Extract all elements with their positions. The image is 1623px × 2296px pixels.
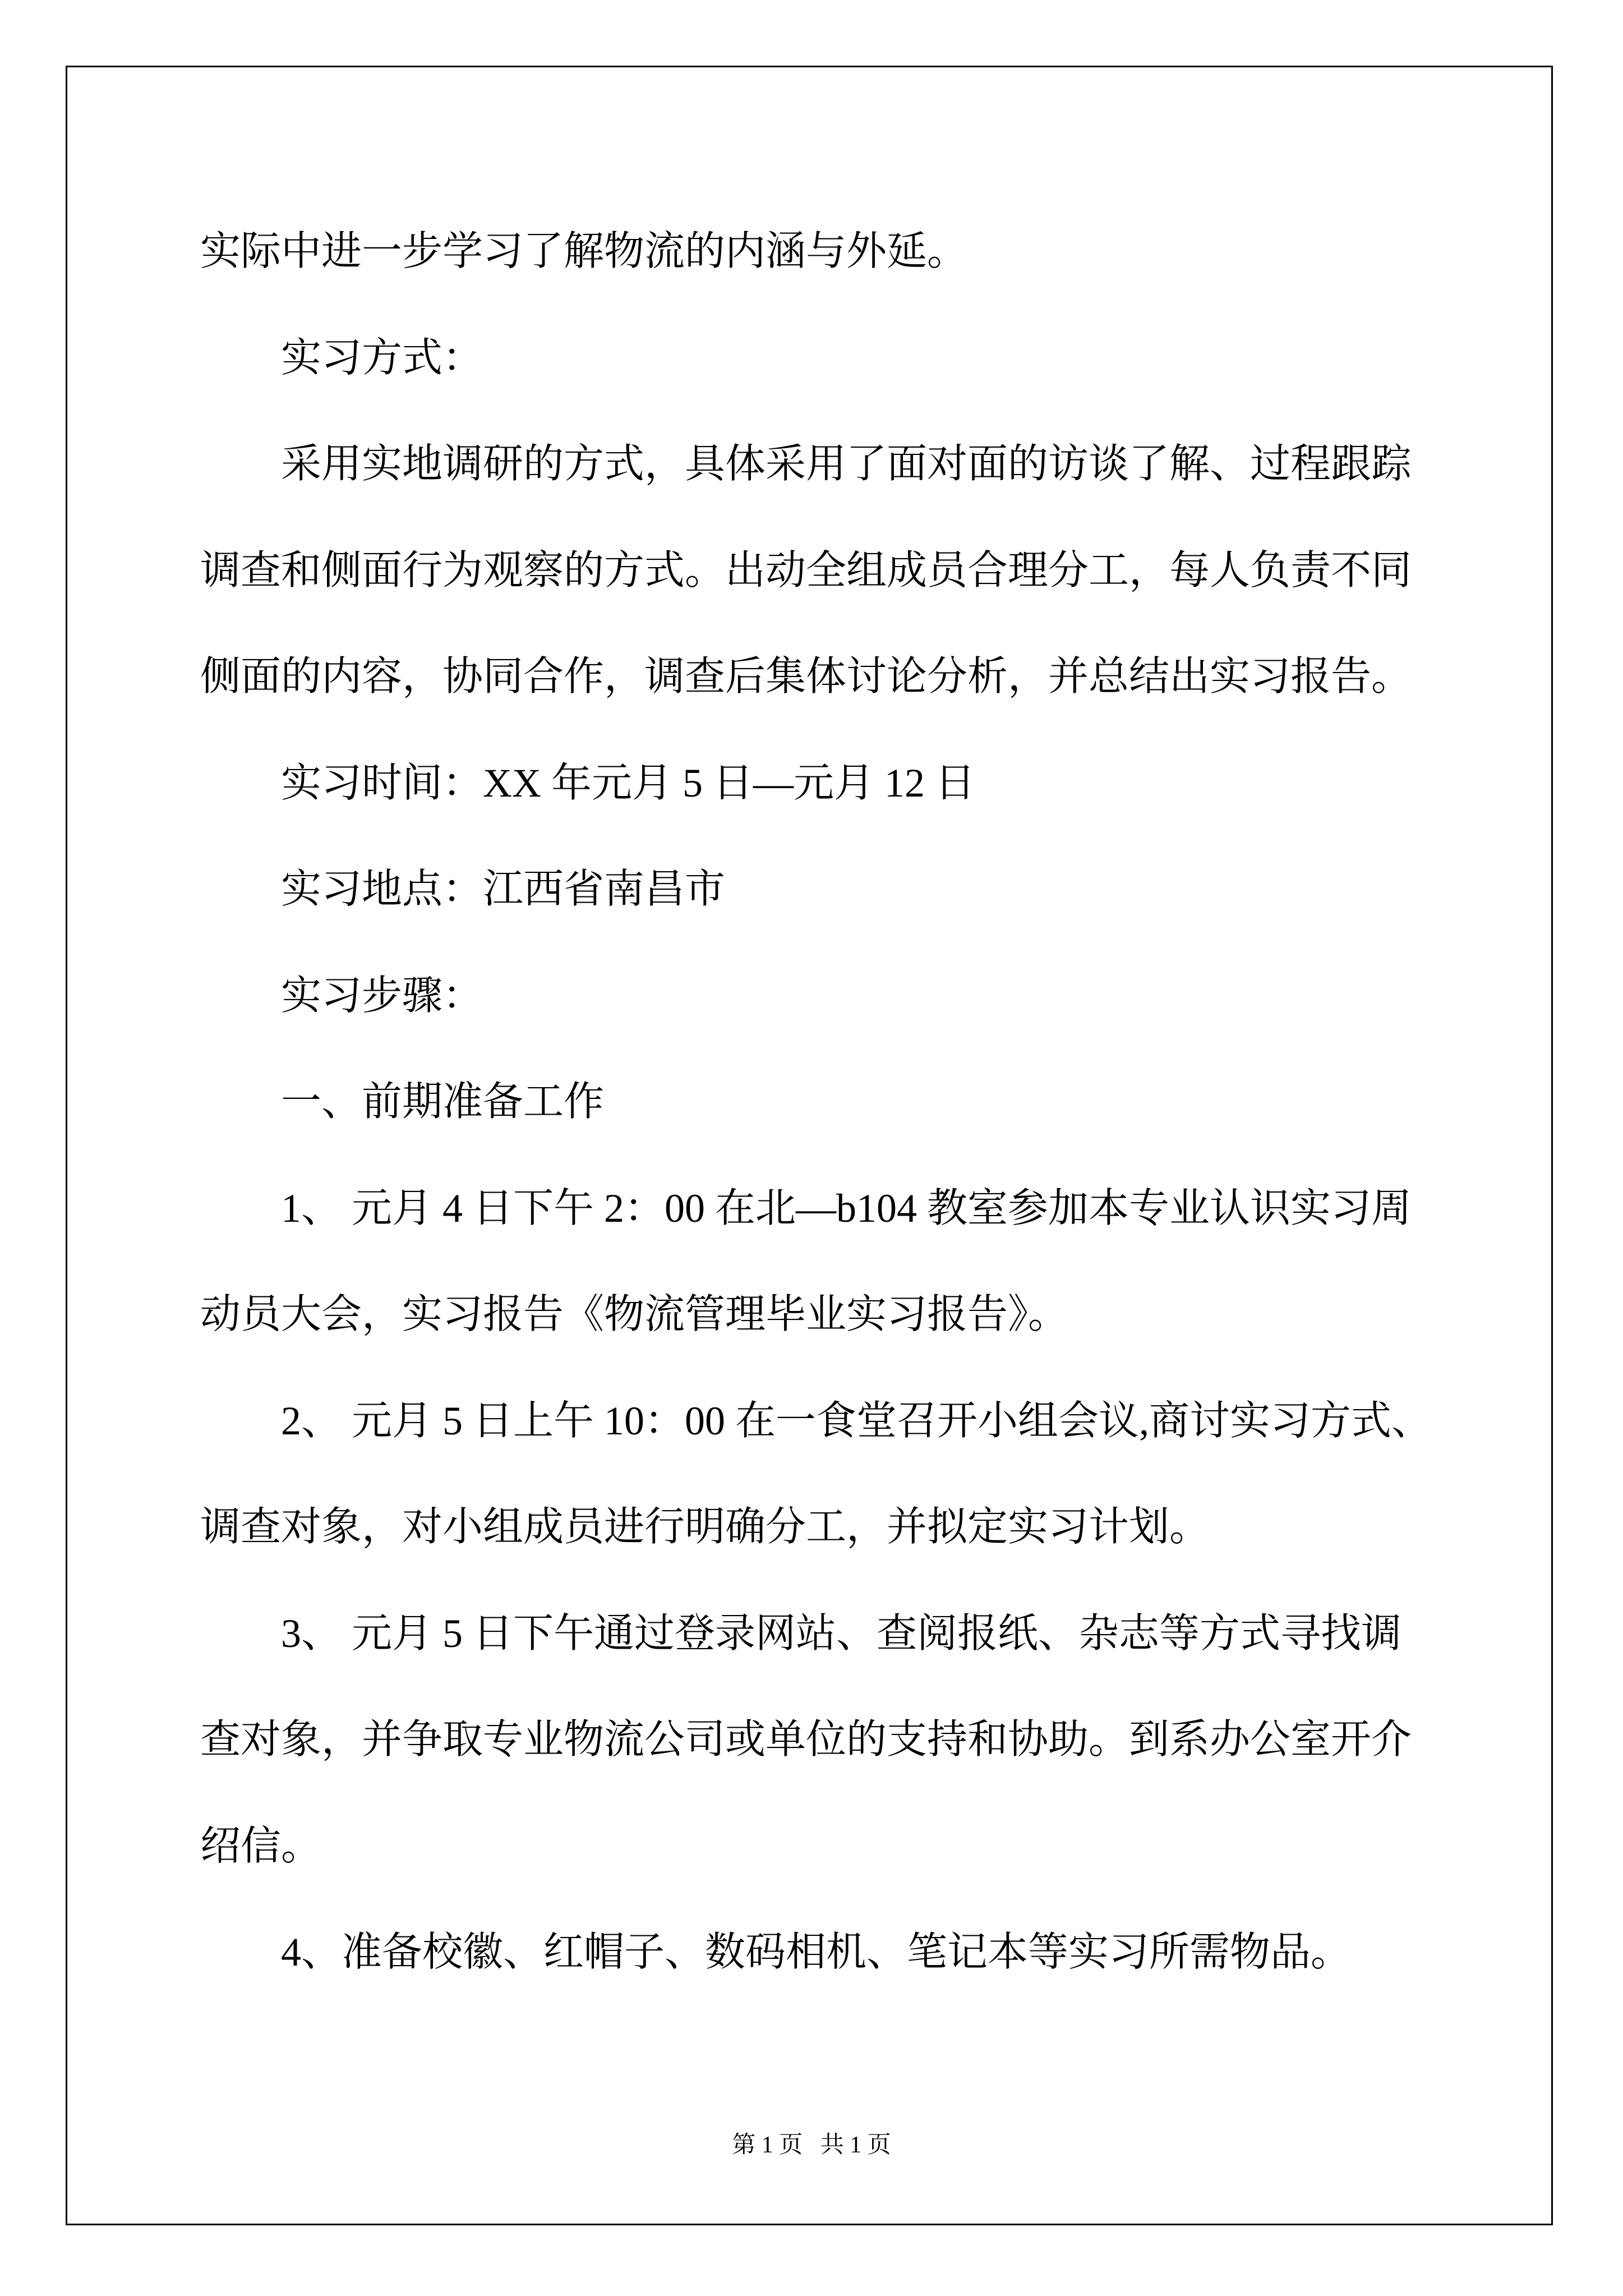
paragraph-line: 实习地点：江西省南昌市 (281, 867, 726, 912)
paragraph-line: 调查对象，对小组成员进行明确分工，并拟定实习计划。 (200, 1504, 1210, 1549)
paragraph-line: 调查和侧面行为观察的方式。出动全组成员合理分工，每人负责不同 (200, 547, 1412, 593)
paragraph-continuation (200, 199, 1490, 305)
paragraph-line: 实习时间：XX 年元月 5 日—元月 12 日 (281, 760, 975, 806)
page-footer: 第 1 页 共 1 页 (732, 2132, 891, 2158)
list-item-3 (200, 1581, 1490, 1900)
section-heading: 一、前期准备工作 (281, 1079, 605, 1124)
paragraph-method-heading (200, 305, 1490, 412)
paragraph-line: 采用实地调研的方式，具体采用了面对面的访谈了解、过程跟踪 (281, 441, 1412, 486)
list-item-2 (200, 1368, 1490, 1581)
section-label: 实习步骤： (281, 973, 483, 1018)
paragraph-line: 动员大会，实习报告《物流管理毕业实习报告》。 (200, 1292, 1069, 1337)
section-label: 实习方式： (281, 335, 483, 380)
paragraph-line: 3、 元月 5 日下午通过登录网站、查阅报纸、杂志等方式寻找调 (281, 1611, 1402, 1656)
paragraph-line: 查对象，并争取专业物流公司或单位的支持和协助。到系办公室开介 (200, 1717, 1412, 1762)
list-item-1 (200, 1156, 1490, 1368)
paragraph-line: 侧面的内容，协同合作，调查后集体讨论分析，并总结出实习报告。 (200, 654, 1412, 699)
paragraph-line: 实际中进一步学习了解物流的内涵与外延。 (200, 229, 968, 274)
paragraph-preparation-heading (200, 1049, 1490, 1156)
paragraph-line: 2、 元月 5 日上午 10：00 在一食堂召开小组会议,商讨实习方式、 (281, 1398, 1432, 1443)
list-item-4 (200, 1899, 1490, 2006)
paragraph-method-detail (200, 411, 1490, 730)
paragraph-steps-heading (200, 943, 1490, 1050)
paragraph-location (200, 836, 1490, 943)
paragraph-line: 4、准备校徽、红帽子、数码相机、笔记本等实习所需物品。 (281, 1930, 1352, 1975)
paragraph-line: 1、 元月 4 日下午 2：00 在北—b104 教室参加本专业认识实习周 (281, 1185, 1412, 1231)
paragraph-time (200, 730, 1490, 837)
paragraph-line: 绍信。 (200, 1823, 322, 1869)
document-body (200, 199, 1490, 2006)
